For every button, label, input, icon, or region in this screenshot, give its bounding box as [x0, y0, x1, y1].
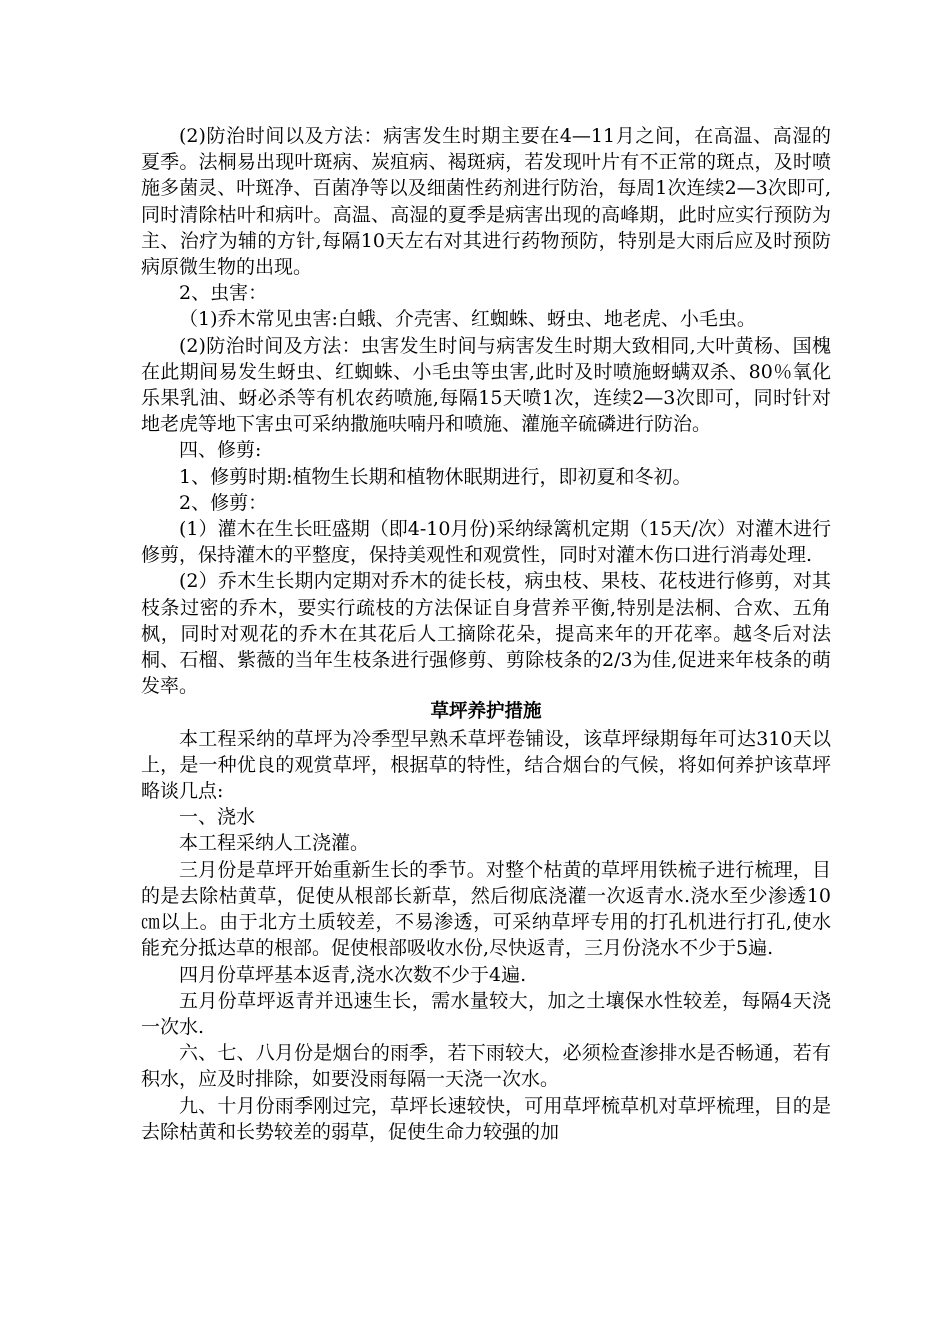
paragraph-april: 四月份草坪基本返青,浇水次数不少于4遍.	[179, 963, 527, 986]
paragraph-pests-heading: 2、虫害：	[179, 282, 268, 305]
paragraph-tree-pruning: (2）乔木生长期内定期对乔木的徒长枝，病虫枝、果枝、花枝进行修剪，对其枝条过密的乔木，要实行疏枝的方法保证自身营养平衡,特别是法桐、合欢、五角枫，同时对观花的乔木在其花后人工摘除花朵，提高来年的开花率。越冬后对法桐、石榴、紫薇的当年生枝条进行强修剪、剪除枝条的2/3为佳,促进来年枝条的萌发率。	[141, 570, 831, 698]
section-heading-lawn-care: 草坪养护措施	[430, 701, 542, 723]
paragraph-lawn-intro: 本工程采纳的草坪为冷季型早熟禾草坪卷铺设，该草坪绿期每年可达310天以上，是一种优良的观赏草坪，根据草的特性，结合烟台的气候，将如何养护该草坪略谈几点:	[141, 727, 831, 803]
paragraph-pruning-heading: 四、修剪:	[179, 439, 262, 462]
paragraph-watering-heading: 一、浇水	[179, 806, 256, 829]
document-page	[141, 123, 831, 1145]
paragraph-irrigation-method: 本工程采纳人工浇灌。	[179, 832, 370, 855]
paragraph-pruning-sub: 2、修剪：	[179, 491, 268, 514]
paragraph-pest-control: (2)防治时间及方法：虫害发生时间与病害发生时期大致相同,大叶黄杨、国槐在此期间易发生蚜虫、红蜘蛛、小毛虫等虫害,此时及时喷施蚜螨双杀、80％氧化乐果乳油、蚜必杀等有机农药喷施,每隔15天喷1次，连续2—3次即可，同时针对地老虎等地下害虫可采纳撒施呋喃丹和喷施、灌施辛硫磷进行防治。	[141, 334, 831, 436]
paragraph-may: 五月份草坪返青并迅速生长，需水量较大，加之土壤保水性较差，每隔4天浇一次水.	[141, 989, 831, 1038]
paragraph-summer: 六、七、八月份是烟台的雨季，若下雨较大，必须检查渗排水是否畅通，若有积水，应及时排除，如要没雨每隔一天浇一次水。	[141, 1042, 831, 1091]
paragraph-march: 三月份是草坪开始重新生长的季节。对整个枯黄的草坪用铁梳子进行梳理，目的是去除枯黄草，促使从根部长新草，然后彻底浇灌一次返青水.浇水至少渗透10㎝以上。由于北方土质较差，不易渗透，可采纳草坪专用的打孔机进行打孔,使水能充分抵达草的根部。促使根部吸收水份,尽快返青，三月份浇水不少于5遍.	[141, 858, 831, 960]
paragraph-tree-pests: （1)乔木常见虫害:白蛾、介壳害、红蜘蛛、蚜虫、地老虎、小毛虫。	[179, 308, 756, 331]
paragraph-autumn: 九、十月份雨季刚过完，草坪长速较快，可用草坪梳草机对草坪梳理，目的是去除枯黄和长势较差的弱草，促使生命力较强的加	[141, 1094, 831, 1143]
paragraph-disease-control: (2)防治时间以及方法：病害发生时期主要在4—11月之间，在高温、高湿的夏季。法桐易出现叶斑病、炭疽病、褐斑病，若发现叶片有不正常的斑点，及时喷施多菌灵、叶斑净、百菌净等以及细菌性药剂进行防治，每周1次连续2—3次即可,同时清除枯叶和病叶。高温、高湿的夏季是病害出现的高峰期，此时应实行预防为主、治疗为辅的方针,每隔10天左右对其进行药物预防，特别是大雨后应及时预防病原微生物的出现。	[141, 125, 831, 279]
paragraph-pruning-period: 1、修剪时期:植物生长期和植物休眠期进行，即初夏和冬初。	[179, 465, 692, 488]
paragraph-shrub-pruning: (1）灌木在生长旺盛期（即4-10月份)采纳绿篱机定期（15天/次）对灌木进行修剪，保持灌木的平整度，保持美观性和观赏性，同时对灌木伤口进行消毒处理.	[141, 518, 831, 567]
